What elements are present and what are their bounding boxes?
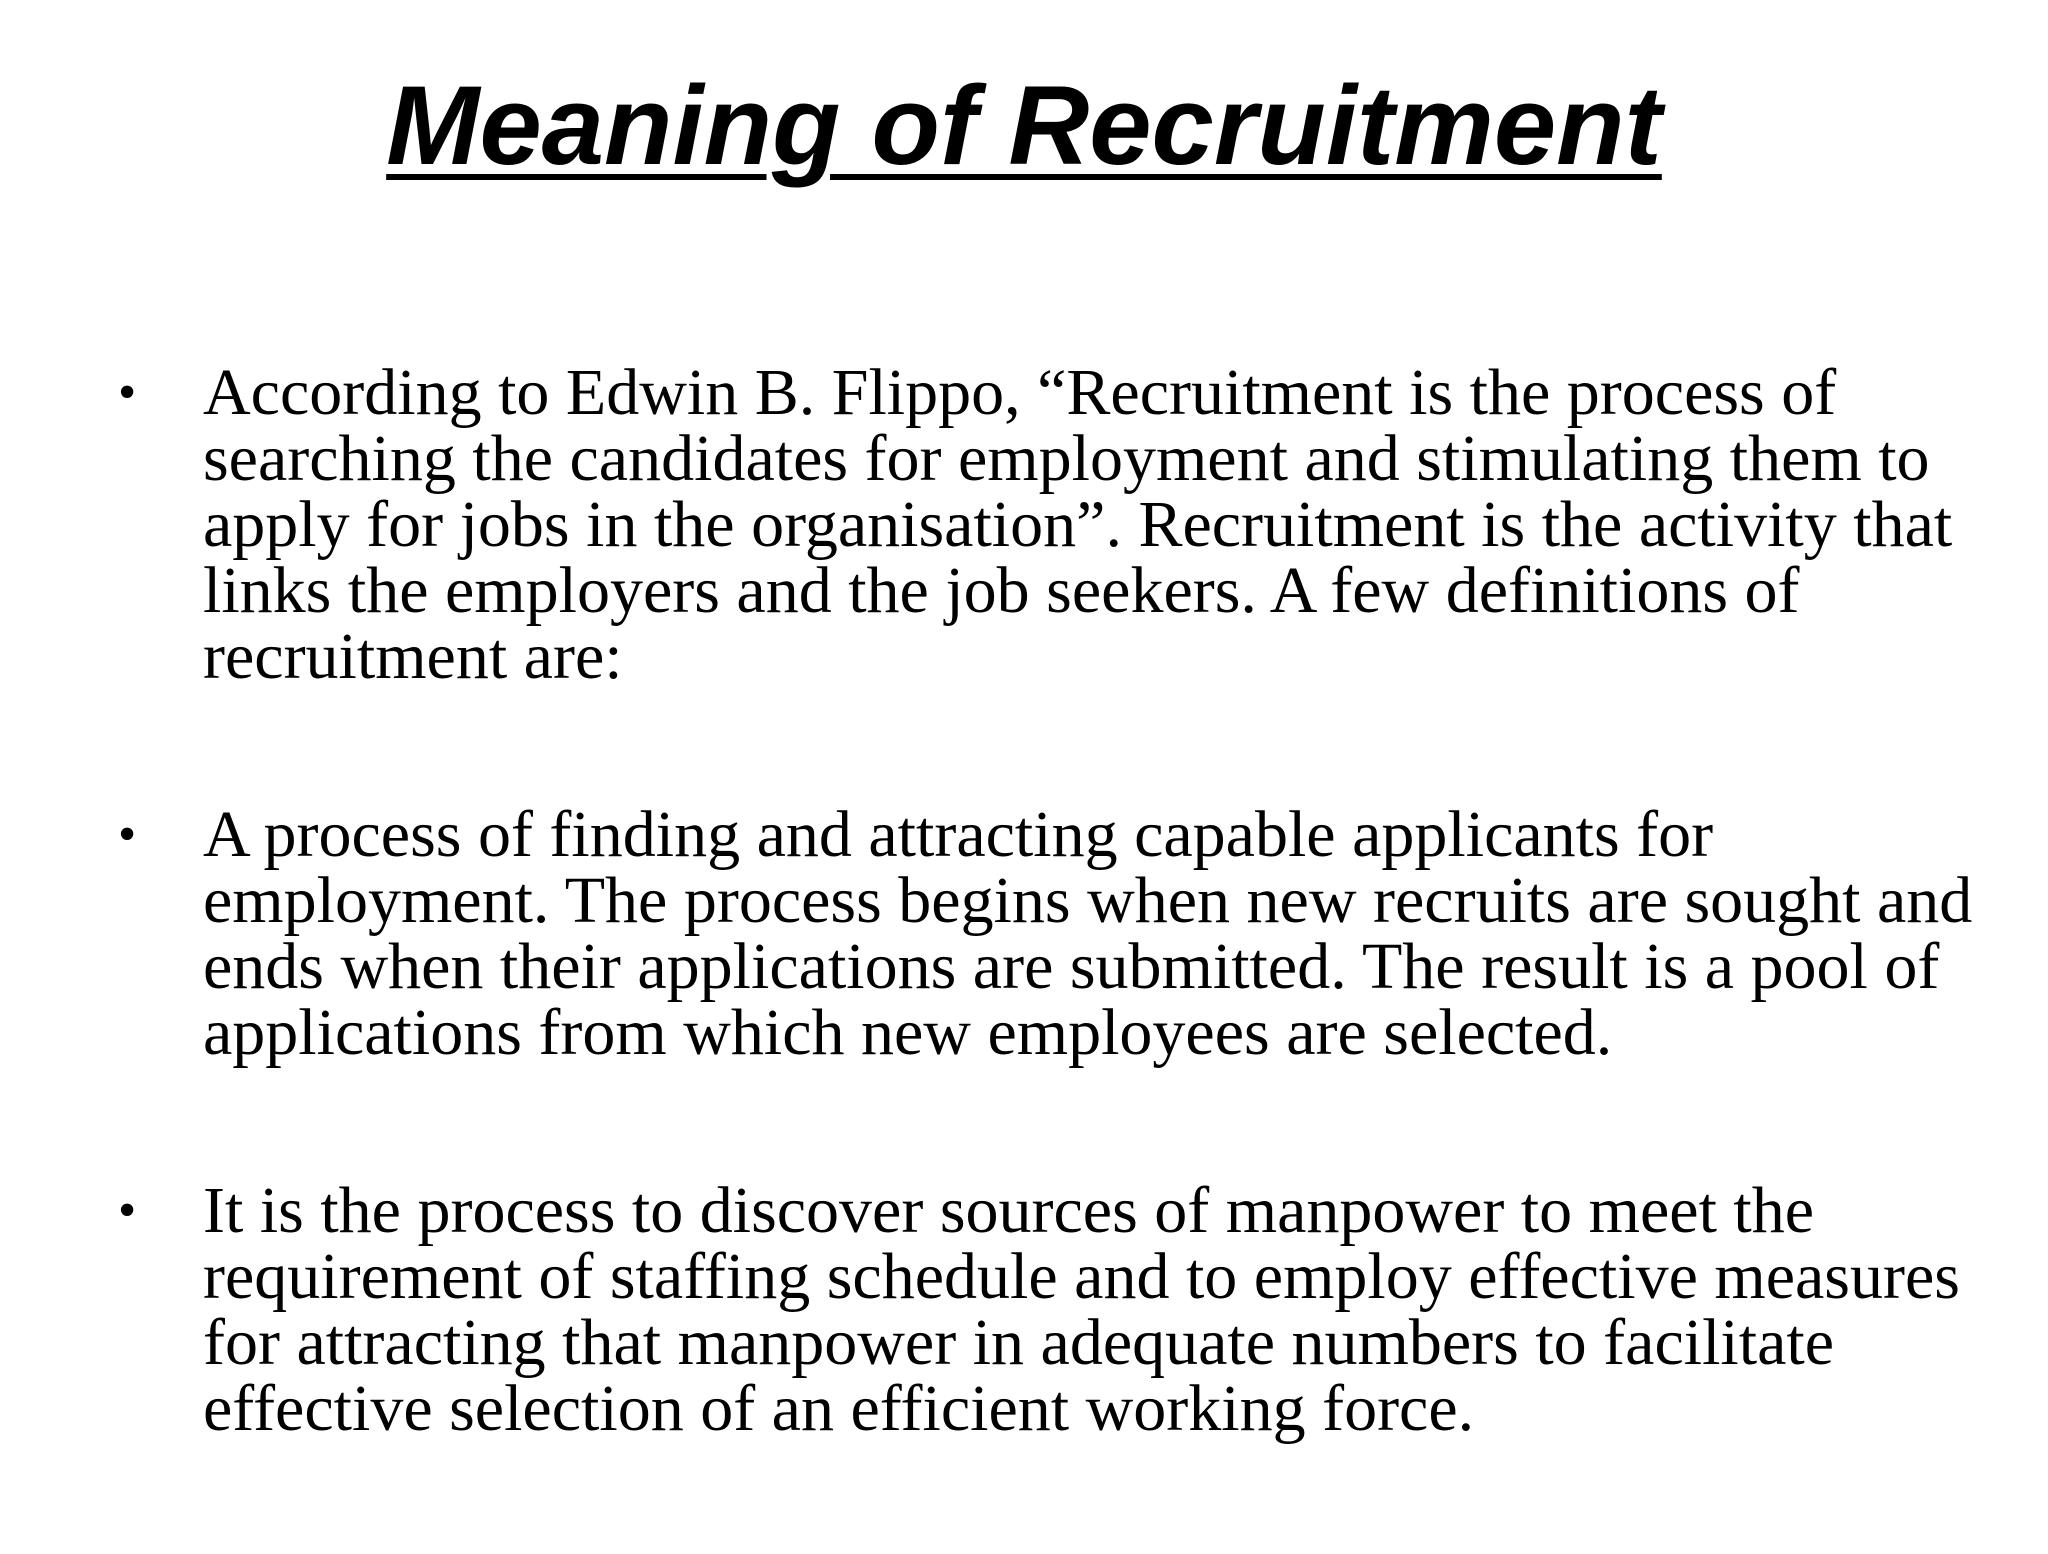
bullet-marker: • <box>118 364 137 421</box>
bullet-text: It is the process to discover sources of manpower to meet the requirement of staffing schedule and to employ effective measures for attracting that manpower in adequate numbers to facilitate effective selection of an efficient working force. <box>203 1174 1960 1445</box>
bullet-item-manpower-definition <box>118 1174 1978 1445</box>
slide-title <box>0 62 2048 191</box>
bullet-item-process-definition <box>118 798 1978 1069</box>
bullet-list <box>118 356 1978 1554</box>
slide-title-text: Meaning of Recruitment <box>386 63 1662 188</box>
bullet-item-flippo-definition <box>118 356 1978 693</box>
bullet-text: A process of finding and attracting capable applicants for employment. The process begins when new recruits are sought and ends when their applications are submitted. The result is a pool of applications from which new employees are selected. <box>203 798 1973 1069</box>
bullet-marker: • <box>118 1182 137 1239</box>
bullet-text: According to Edwin B. Flippo, “Recruitment is the process of searching the candidates for employment and stimulating them to apply for jobs in the organisation”. Recruitment is the activity that links the employers and the job seekers. A few definitions of recruitment are: <box>203 356 1953 693</box>
bullet-marker: • <box>118 806 137 863</box>
